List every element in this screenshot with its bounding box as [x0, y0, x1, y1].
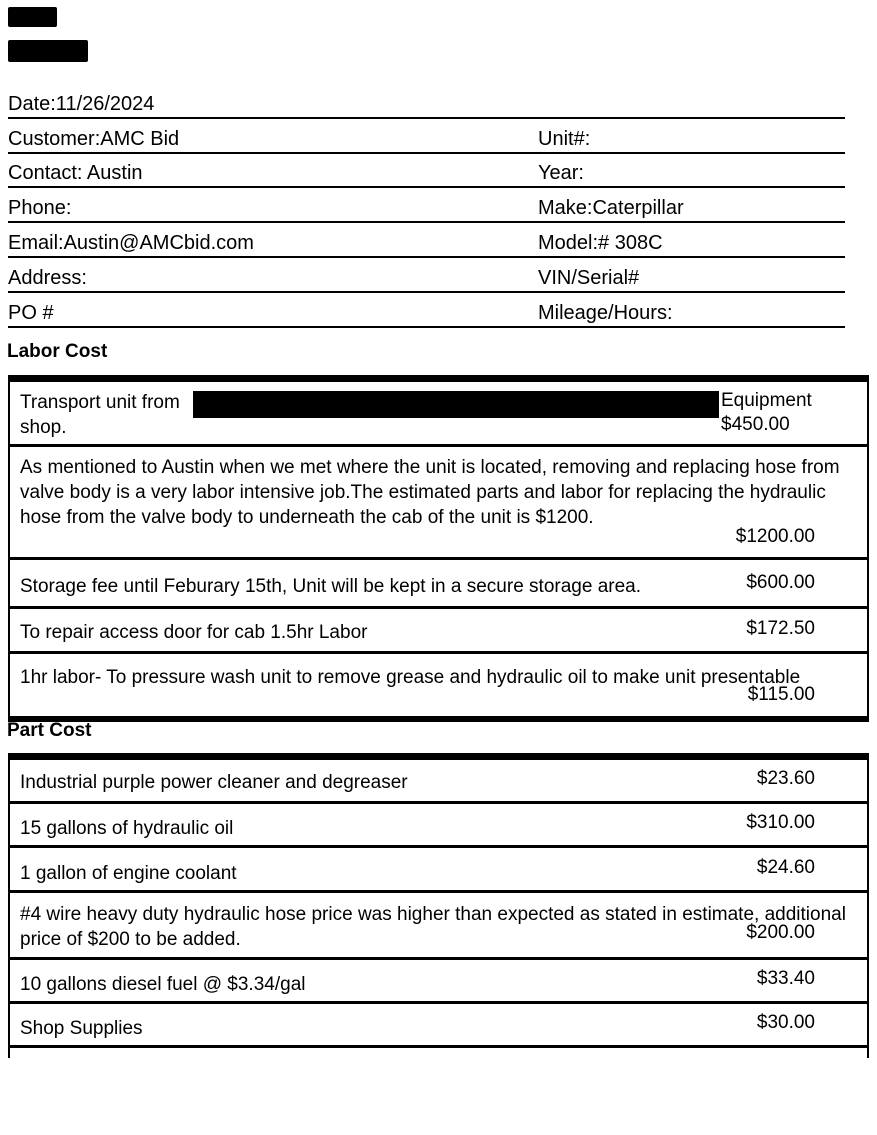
row-amount: $172.50 — [746, 618, 815, 639]
row-description: Shop Supplies — [20, 1018, 143, 1039]
row-description: To repair access door for cab 1.5hr Labor — [20, 622, 368, 643]
row-description: As mentioned to Austin when we met where the unit is located, removing and replacing hose from valve body is a very labor intensive job.The estimated parts and labor for replacing the hydraulic hose from the valve body to underneath the cab of the unit is $1200. — [20, 457, 840, 528]
labor-cost-table — [8, 375, 869, 722]
field-row-email-model — [8, 223, 845, 258]
row-description: 1hr labor- To pressure wash unit to remove grease and hydraulic oil to make unit presentable — [20, 667, 801, 688]
row-amount: $200.00 — [746, 922, 815, 943]
row-amount: $23.60 — [756, 768, 815, 789]
year-field: Year: — [538, 162, 584, 185]
po-number-field: PO # — [8, 301, 54, 324]
category-label: Equipment — [721, 390, 812, 411]
contact-field: Contact: Austin — [8, 162, 143, 185]
unit-number-field: Unit#: — [538, 127, 591, 150]
amount-cell — [721, 389, 812, 437]
row-amount: $24.60 — [756, 857, 815, 878]
row-description: Industrial purple power cleaner and degreaser — [20, 772, 408, 793]
row-amount: $30.00 — [756, 1012, 815, 1033]
row-amount: $450.00 — [721, 414, 790, 435]
field-row-po-mileage — [8, 293, 845, 328]
part-cost-table — [8, 753, 869, 1058]
table-row — [10, 957, 867, 1001]
row-description: Storage fee until Feburary 15th, Unit will be kept in a secure storage area. — [20, 576, 642, 597]
table-row — [10, 1001, 867, 1045]
table-row — [10, 382, 867, 444]
mileage-hours-field: Mileage/Hours: — [538, 301, 673, 324]
field-row-contact-year — [8, 154, 845, 189]
field-row-address-vin — [8, 258, 845, 293]
redaction-mark — [8, 40, 88, 62]
email-field: Email:Austin@AMCbid.com — [8, 231, 254, 254]
table-row — [10, 651, 867, 716]
row-description: Transport unit from — [20, 392, 180, 413]
row-description: #4 wire heavy duty hydraulic hose price was higher than expected as stated in estimate, additional price of $200 to be added. — [20, 904, 846, 950]
address-field: Address: — [8, 266, 87, 289]
field-row-phone-make — [8, 188, 845, 223]
redaction-mark — [8, 7, 57, 27]
header-fields — [8, 84, 845, 328]
table-row — [10, 760, 867, 801]
table-row — [10, 606, 867, 651]
vin-serial-field: VIN/Serial# — [538, 266, 640, 289]
row-description: 1 gallon of engine coolant — [20, 863, 237, 884]
row-amount: $600.00 — [746, 572, 815, 593]
row-description: 15 gallons of hydraulic oil — [20, 818, 234, 839]
row-amount: $115.00 — [747, 684, 815, 705]
row-description: 10 gallons diesel fuel @ $3.34/gal — [20, 974, 306, 995]
table-row — [10, 801, 867, 845]
customer-field: Customer:AMC Bid — [8, 127, 180, 150]
make-field: Make:Caterpillar — [538, 197, 684, 220]
table-row — [10, 557, 867, 606]
labor-cost-heading: Labor Cost — [7, 341, 108, 362]
row-amount: $1200.00 — [735, 526, 815, 547]
field-row-customer-unit — [8, 119, 845, 154]
row-description-line2: shop. — [20, 417, 67, 438]
model-field: Model:# 308C — [538, 231, 663, 254]
field-row-date — [8, 84, 845, 119]
part-cost-heading: Part Cost — [7, 720, 92, 741]
redaction-bar — [193, 391, 719, 418]
date-field: Date:11/26/2024 — [8, 92, 155, 115]
table-row — [10, 845, 867, 890]
row-amount: $33.40 — [756, 968, 815, 989]
table-row-cutoff — [10, 1045, 867, 1058]
phone-field: Phone: — [8, 197, 72, 220]
table-row — [10, 890, 867, 957]
row-amount: $310.00 — [746, 812, 815, 833]
table-row — [10, 444, 867, 557]
